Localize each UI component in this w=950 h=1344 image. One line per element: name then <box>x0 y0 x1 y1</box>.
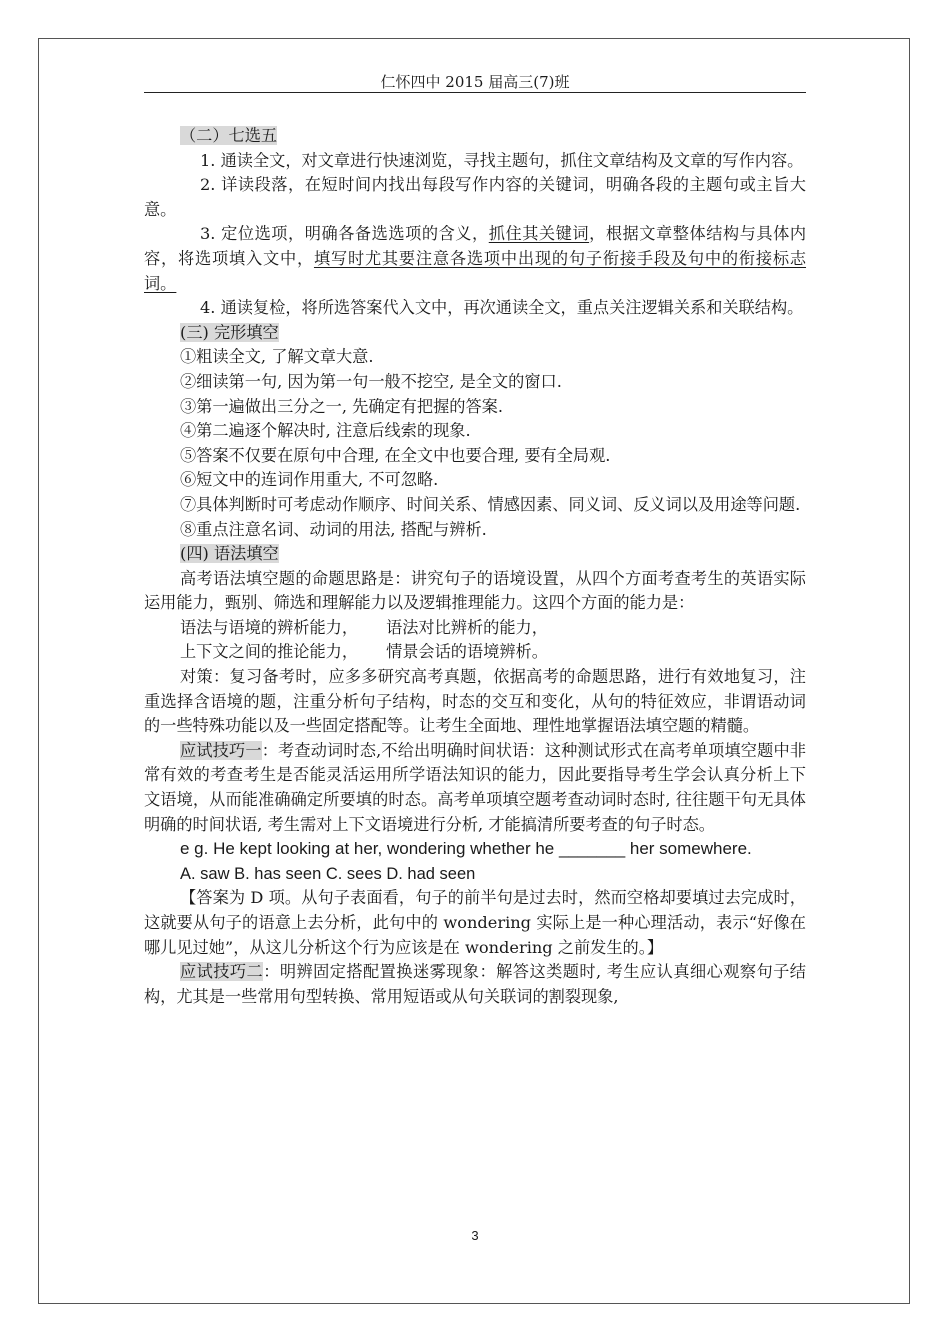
tip1-label: 应试技巧一 <box>180 740 262 760</box>
page-number: 3 <box>471 1228 479 1243</box>
section4-abilities-line1: 语法与语境的辨析能力， 语法对比辨析的能力， <box>180 617 548 637</box>
page-header: 仁怀四中 2015 届高三(7)班 <box>380 73 570 91</box>
section2-item3: 3. 定位选项，明确各备选选项的含义，抓住其关键词，根据文章整体结构与具体内容，将选项填入文中，填写时尤其要注意各选项中出现的句子衔接手段及句中的衔接标志词。 <box>144 224 807 293</box>
example-sentence: e g. He kept looking at her, wondering whether he _______ her somewhere. <box>180 839 752 859</box>
section4-abilities-line2: 上下文之间的推论能力， 情景会话的语境辨析。 <box>180 642 548 662</box>
section3-item: ⑧重点注意名词、动词的用法, 搭配与辨析. <box>180 519 487 539</box>
section3-item: ③第一遍做出三分之一, 先确定有把握的答案. <box>180 396 503 416</box>
section2-item4: 4. 通读复检，将所选答案代入文中，再次通读全文，重点关注逻辑关系和关联结构。 <box>200 298 804 318</box>
tip1-paragraph: 应试技巧一：考查动词时态,不给出明确时间状语：这种测试形式在高考单项填空题中非常有效的考查考生是否能灵活运用所学语法知识的能力，因此要指导考生学会认真分析上下文语境，从而能准确确定所要填的时态。高考单项填空题考查动词时态时, 往往题干句无具体明确的时间状语, 考生需对上下文语境进行分析, 才能搞清所要考查的句子时态。 <box>144 740 806 834</box>
section4-strategy: 对策：复习备考时，应多多研究高考真题，依据高考的命题思路，进行有效地复习，注重选择含语境的题，注重分析句子结构，时态的交互和变化，从句的特征效应，非谓语动词的一些特殊功能以及一些固定搭配等。让考生全面地、理性地掌握语法填空题的精髓。 <box>144 667 806 736</box>
example-options: A. saw B. has seen C. sees D. had seen <box>180 864 476 883</box>
section4-heading: (四) 语法填空 <box>180 544 279 564</box>
section4-intro: 高考语法填空题的命题思路是：讲究句子的语境设置，从四个方面考查考生的英语实际运用能力，甄别、筛选和理解能力以及逻辑推理能力。这四个方面的能力是： <box>144 568 806 613</box>
section3-item: ⑥短文中的连词作用重大, 不可忽略. <box>180 470 439 490</box>
header-rule <box>144 92 806 93</box>
section3-item: ④第二遍逐个解决时, 注意后线索的现象. <box>180 421 471 441</box>
document-body <box>144 124 806 1009</box>
section3-item: ⑤答案不仅要在原句中合理, 在全文中也要合理, 要有全局观. <box>180 445 611 465</box>
section2-item2: 2. 详读段落，在短时间内找出每段写作内容的关键词，明确各段的主题句或主旨大意。 <box>144 175 806 219</box>
section3-heading: (三) 完形填空 <box>180 322 279 342</box>
section2-item1: 1. 通读全文，对文章进行快速浏览，寻找主题句，抓住文章结构及文章的写作内容。 <box>200 150 804 170</box>
example-answer: 【答案为 D 项。从句子表面看，句子的前半句是过去时，然而空格却要填过去完成时，这就要从句子的语意上去分析，此句中的 wondering 实际上是一种心理活动，表示“好像在哪儿见过她”，从这儿分析这个行为应该是在 wondering 之前发生的。】 <box>144 888 806 957</box>
section3-item: ①粗读全文, 了解文章大意. <box>180 347 374 367</box>
section3-item: ②细读第一句, 因为第一句一般不挖空, 是全文的窗口. <box>180 371 562 391</box>
tip2-paragraph: 应试技巧二：明辨固定搭配置换迷雾现象：解答这类题时, 考生应认真细心观察句子结构，尤其是一些常用句型转换、常用短语或从句关联词的割裂现象, <box>144 962 806 1006</box>
section3-item: ⑦具体判断时可考虑动作顺序、时间关系、情感因素、同义词、反义词以及用途等问题. <box>180 494 801 514</box>
section2-heading: （二）七选五 <box>180 126 278 145</box>
tip2-label: 应试技巧二 <box>180 962 264 982</box>
